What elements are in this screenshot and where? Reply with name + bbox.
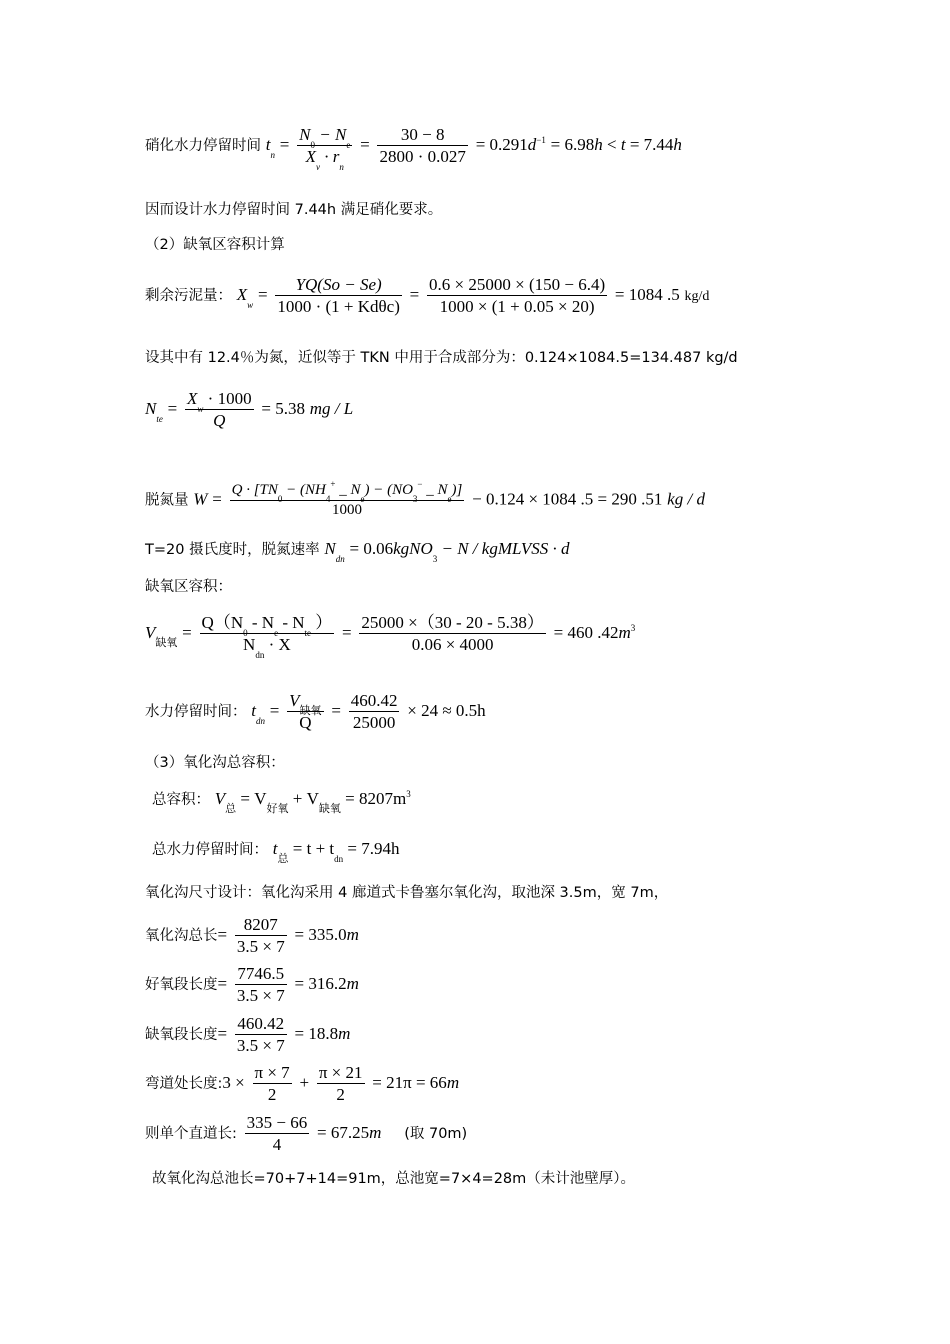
- fraction: $\frac{N_0 - N_e}{X_v \cdot r_n}$: [299, 125, 351, 173]
- aerobic-length-equation: 好氧段长度= $\frac{7746.5}{3.5 \times 7}$ = 316.2m: [145, 964, 359, 1006]
- anoxic-length-equation: 缺氧段长度= $\frac{460.42}{3.5 \times 7}$ = 18.8m: [145, 1014, 351, 1056]
- straight-length-equation: 则单个直道长: $\frac{335 - 66}{4}$ = 67.25m (取 70m): [145, 1113, 468, 1155]
- fraction: $\frac{Q(N_0 - N_e - N_{te} )}{N_{dn} \cdot X}$: [201, 613, 333, 661]
- denitrification-amount-equation: 脱氮量 W = $\frac{Q \cdot [TN_0 - (NH_4^+ \_ N_e) - (NO_3^- \_ N_e)]}{1000}$ − 0.124 × 1084 .5 = 290 .51 kg / d: [145, 479, 705, 518]
- paragraph-nitrogen-fraction: 设其中有 12.4％为氮，近似等于 TKN 中用于合成部分为：0.124×1084.5=134.487 kg/d: [145, 350, 738, 366]
- paragraph-anoxic-volume: 缺氧区容积：: [145, 579, 232, 595]
- total-volume-equation: 总容积： $V_总 = V_{好氧} + V_{缺氧} = 8207m^3$: [152, 789, 411, 815]
- fraction: $\frac{460.42}{25000}$: [350, 691, 398, 733]
- fraction: $\frac{0.6 \times 25000 \times (150 - 6.4)}{1000 \times (1 + 0.05 \times 20)}$: [429, 275, 606, 317]
- excess-sludge-equation: 剩余污泥量： $X_w$ = $\frac{YQ(So - Se)}{\text{1000 · (1 + Kdθc)}}$ = $\frac{0.6 \times 25000 \times (150 - 6.4)}{1000 \times (1 + 0.05 \times 20)}$ = 1084 .5 kg/d: [145, 275, 710, 317]
- fraction: $\frac{460.42}{3.5 \times 7}$: [236, 1014, 285, 1056]
- denitrification-rate-equation: T=20 摄氏度时，脱氮速率 $N_{dn}$ = 0.06kgNO$_3$ − N / kgMLVSS · d: [145, 539, 570, 564]
- paragraph-hrt: 因而设计水力停留时间 7.44h 满足硝化要求。: [145, 202, 443, 218]
- fraction: $\frac{335 - 66}{4}$: [246, 1113, 308, 1155]
- nte-equation: $N_{te}$ = $\frac{X_w \cdot 1000}{Q}$ = 5.38 mg / L: [145, 389, 354, 431]
- paragraph-ditch-design: 氧化沟尺寸设计：氧化沟采用 4 廊道式卡鲁塞尔氧化沟，取池深 3.5m，宽 7m，: [145, 885, 669, 901]
- anoxic-volume-equation: $V_{缺氧}$ = $\frac{Q(N_0 - N_e - N_{te} )}{N_{dn} \cdot X}$ = $\frac{25000 \times(30 - 20 - 5.38)}{0.06 \times 4000}$ = 460 $.42m^3$: [145, 613, 636, 661]
- bend-length-equation: 弯道处长度:3 × $\frac{\pi \times 7}{2}$ + $\frac{\pi \times 21}{2}$ = 21π = 66m: [145, 1063, 460, 1105]
- label: 硝化水力停留时间: [145, 137, 261, 154]
- fraction: $\frac{\pi \times 7}{2}$: [254, 1063, 290, 1105]
- fraction: $\frac{YQ(So - Se)}{\text{1000 · (1 + Kdθc)}}$: [277, 275, 400, 317]
- fraction: $\frac{7746.5}{3.5 \times 7}$: [236, 964, 285, 1006]
- paragraph-final-dimensions: 故氧化沟总池长=70+7+14=91m，总池宽=7×4=28m（未计池壁厚）。: [152, 1171, 636, 1187]
- fraction: $\frac{25000 \times(30 - 20 - 5.38)}{0.06 \times 4000}$: [361, 613, 544, 655]
- section-heading-total-volume: （3）氧化沟总容积：: [145, 755, 285, 771]
- total-length-equation: 氧化沟总长= $\frac{8207}{3.5 \times 7}$ = 335.0m: [145, 915, 359, 957]
- nitrification-hrt-equation: 硝化水力停留时间 $t_n$ = $\frac{N_0 - N_e}{X_v \cdot r_n}$ = $\frac{30 - 8}{2800 \cdot 0.027}$ = $0.291d^{-1} = 6.98h < t = 7.44h$: [145, 125, 682, 173]
- fraction: $\frac{30 - 8}{2800 \cdot 0.027}$: [379, 125, 466, 167]
- section-heading-anoxic: （2）缺氧区容积计算: [145, 237, 285, 253]
- total-hrt-equation: 总水力停留时间： $t_总 = t + t_{dn} = 7.94h$: [152, 839, 400, 865]
- fraction: $\frac{V_{缺氧}}{Q}$: [289, 691, 322, 733]
- fraction: $\frac{8207}{3.5 \times 7}$: [236, 915, 285, 957]
- fraction: $\frac{\pi \times 21}{2}$: [318, 1063, 363, 1105]
- fraction: $\frac{Q \cdot [TN_0 - (NH_4^+ \_ N_e) - (NO_3^- \_ N_e)]}{1000}$: [231, 479, 463, 518]
- anoxic-hrt-equation: 水力停留时间： $t_{dn}$ = $\frac{V_{缺氧}}{Q}$ = $\frac{460.42}{25000}$ × 24 ≈ 0.5h: [145, 691, 486, 733]
- fraction: $\frac{X_w \cdot 1000}{Q}$: [187, 389, 252, 431]
